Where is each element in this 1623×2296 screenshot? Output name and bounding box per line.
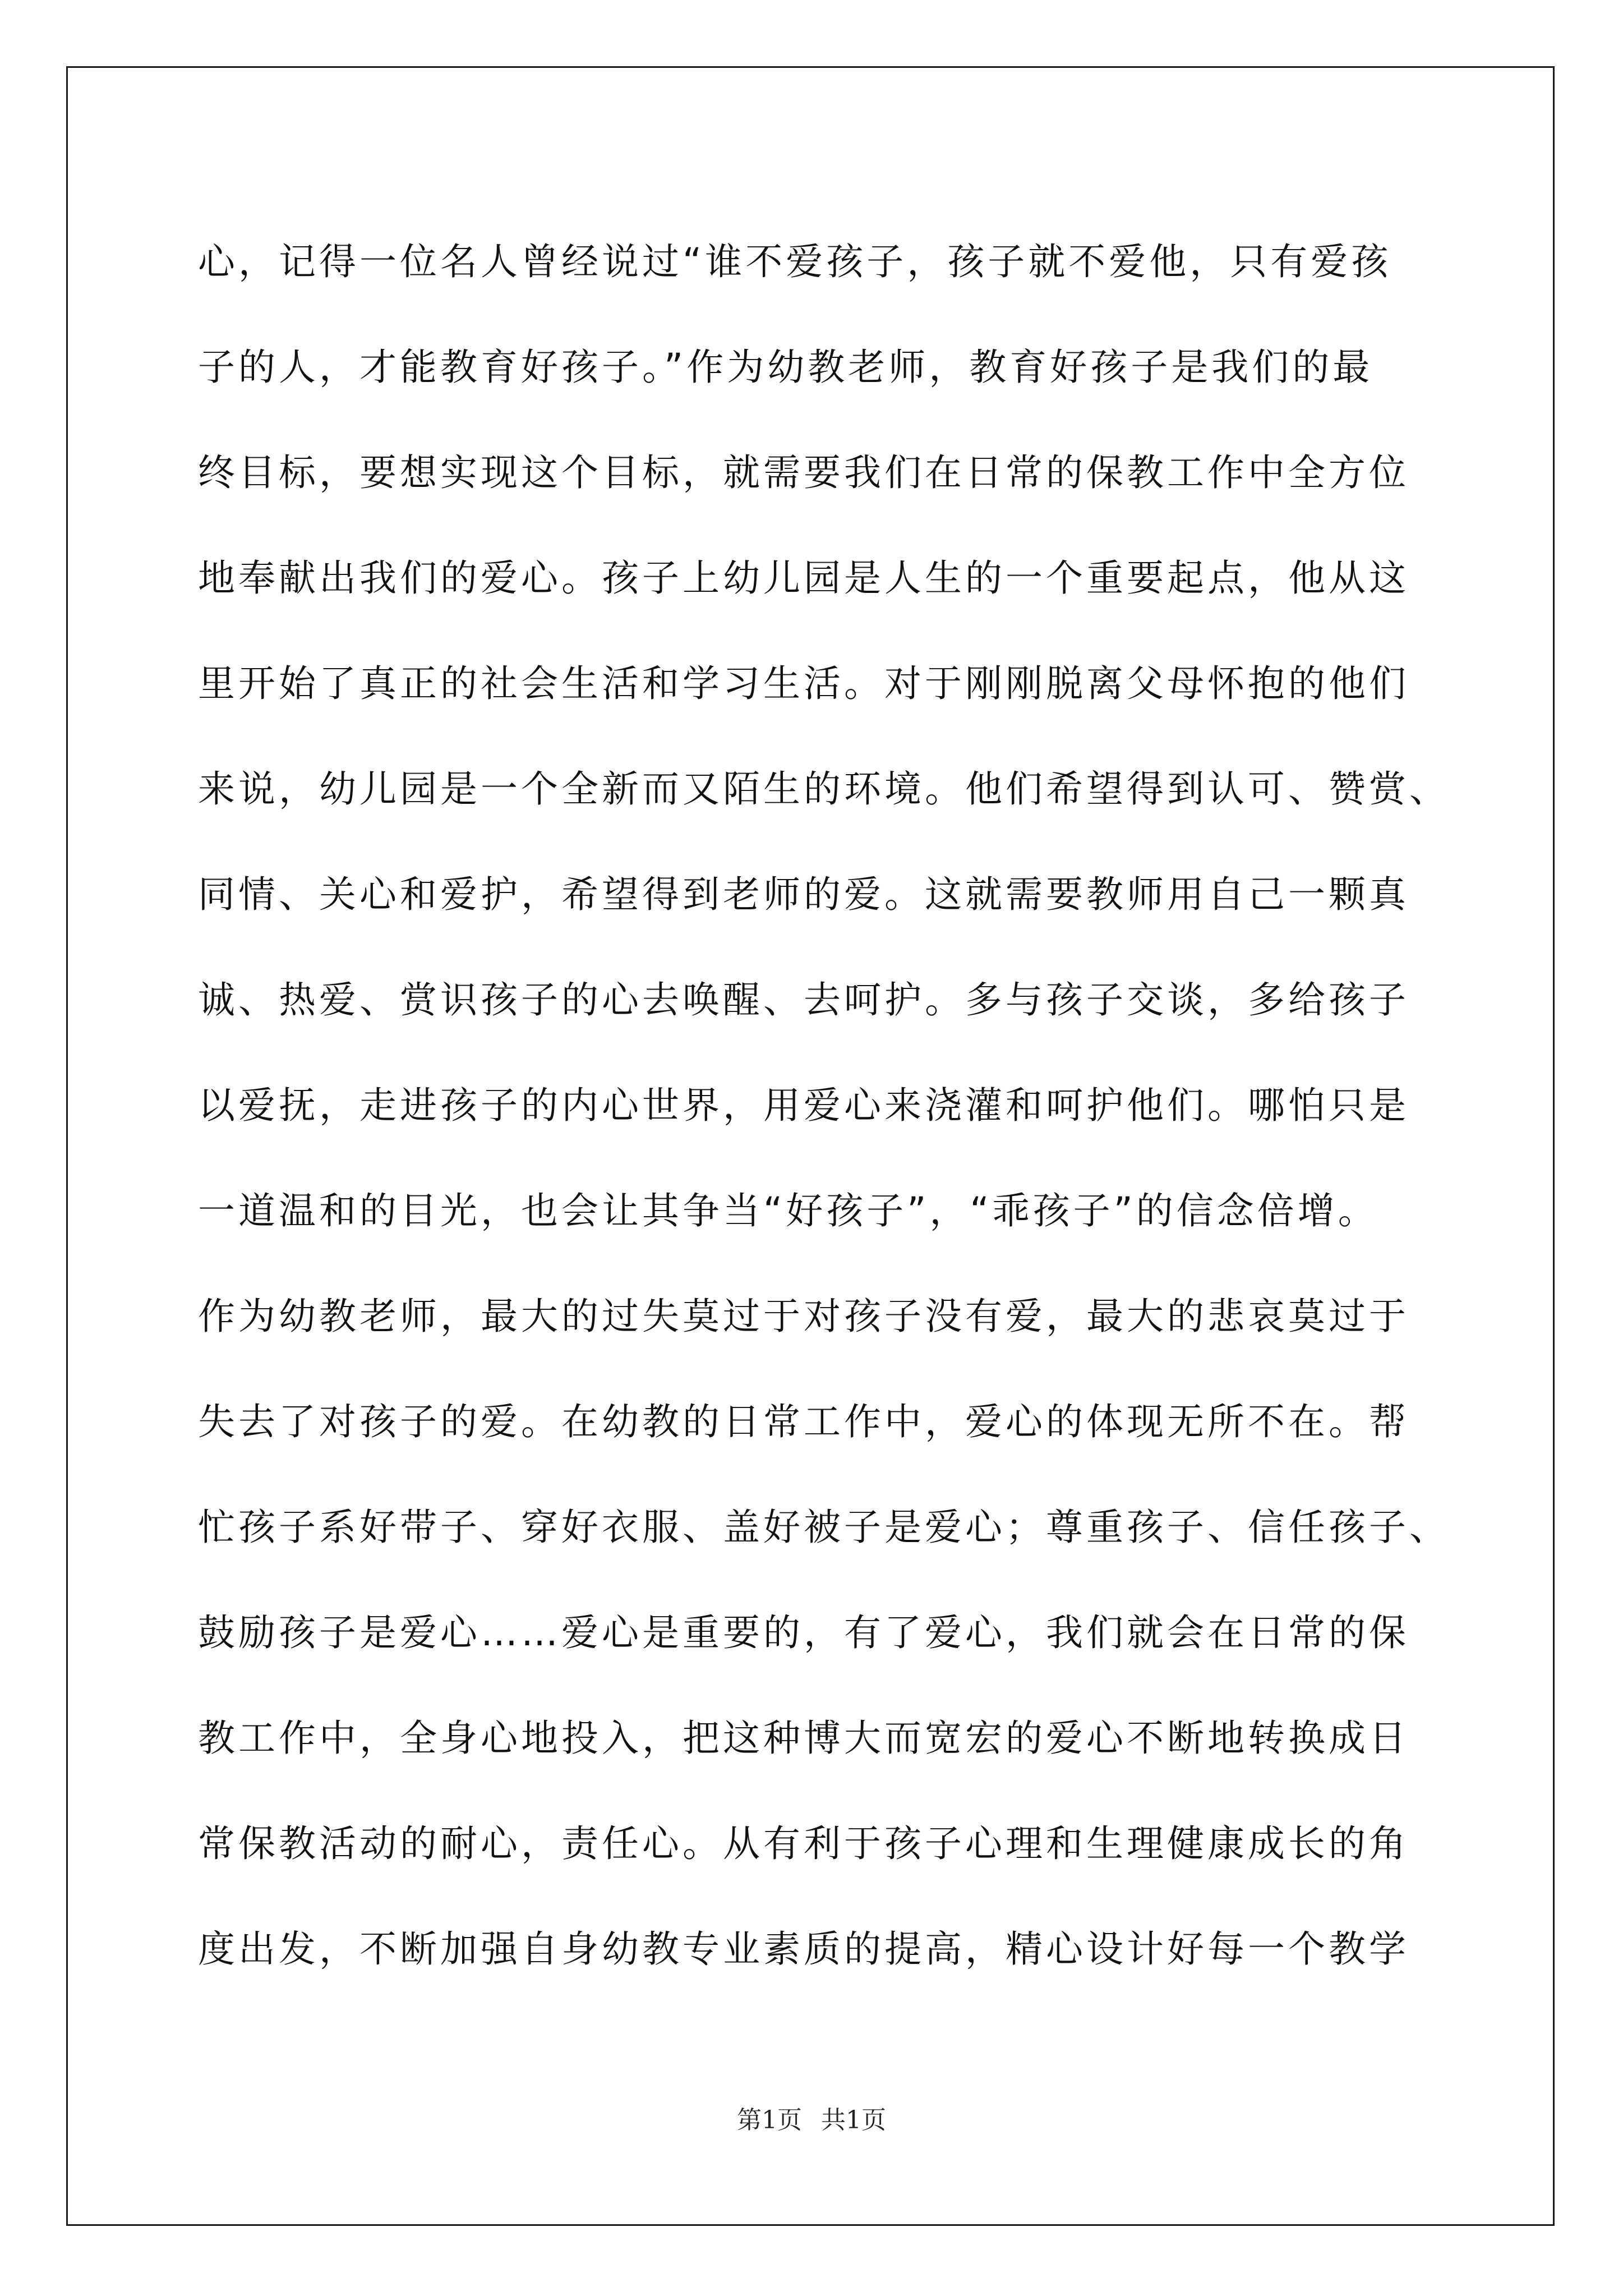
- text-line: 终目标，要想实现这个目标，就需要我们在日常的保教工作中全方位: [198, 451, 1409, 494]
- text-line: 同情、关心和爱护，希望得到老师的爱。这就需要教师用自己一颗真: [198, 873, 1409, 916]
- text-line: 地奉献出我们的爱心。孩子上幼儿园是人生的一个重要起点，他从这: [198, 556, 1409, 600]
- text-line: 失去了对孩子的爱。在幼教的日常工作中，爱心的体现无所不在。帮: [198, 1400, 1409, 1443]
- page-footer: [0, 2104, 1623, 2137]
- document-body: [198, 209, 1450, 2002]
- text-line: 里开始了真正的社会生活和学习生活。对于刚刚脱离父母怀抱的他们: [198, 662, 1409, 705]
- text-line: 常保教活动的耐心，责任心。从有利于孩子心理和生理健康成长的角: [198, 1822, 1409, 1865]
- page-total: 共1页: [821, 2106, 886, 2134]
- text-line: 作为幼教老师，最大的过失莫过于对孩子没有爱，最大的悲哀莫过于: [198, 1295, 1409, 1338]
- page-number: 第1页: [737, 2106, 802, 2134]
- text-line: 教工作中，全身心地投入，把这种博大而宽宏的爱心不断地转换成日: [198, 1717, 1409, 1760]
- text-line: 来说，幼儿园是一个全新而又陌生的环境。他们希望得到认可、赞赏、: [198, 767, 1450, 811]
- text-line: 子的人，才能教育好孩子。”作为幼教老师，教育好孩子是我们的最: [198, 346, 1373, 389]
- text-line: 鼓励孩子是爱心……爱心是重要的，有了爱心，我们就会在日常的保: [198, 1611, 1409, 1654]
- text-line: 诚、热爱、赏识孩子的心去唤醒、去呵护。多与孩子交谈，多给孩子: [198, 978, 1409, 1022]
- text-line: 一道温和的目光，也会让其争当“好孩子”，“乖孩子”的信念倍增。: [198, 1189, 1378, 1232]
- text-line: 度出发，不断加强自身幼教专业素质的提高，精心设计好每一个教学: [198, 1927, 1409, 1971]
- text-line: 以爱抚，走进孩子的内心世界，用爱心来浇灌和呵护他们。哪怕只是: [198, 1084, 1409, 1127]
- text-line: 忙孩子系好带子、穿好衣服、盖好被子是爱心；尊重孩子、信任孩子、: [198, 1506, 1450, 1549]
- text-line: 心，记得一位名人曾经说过“谁不爱孩子，孩子就不爱他，只有爱孩: [198, 240, 1392, 283]
